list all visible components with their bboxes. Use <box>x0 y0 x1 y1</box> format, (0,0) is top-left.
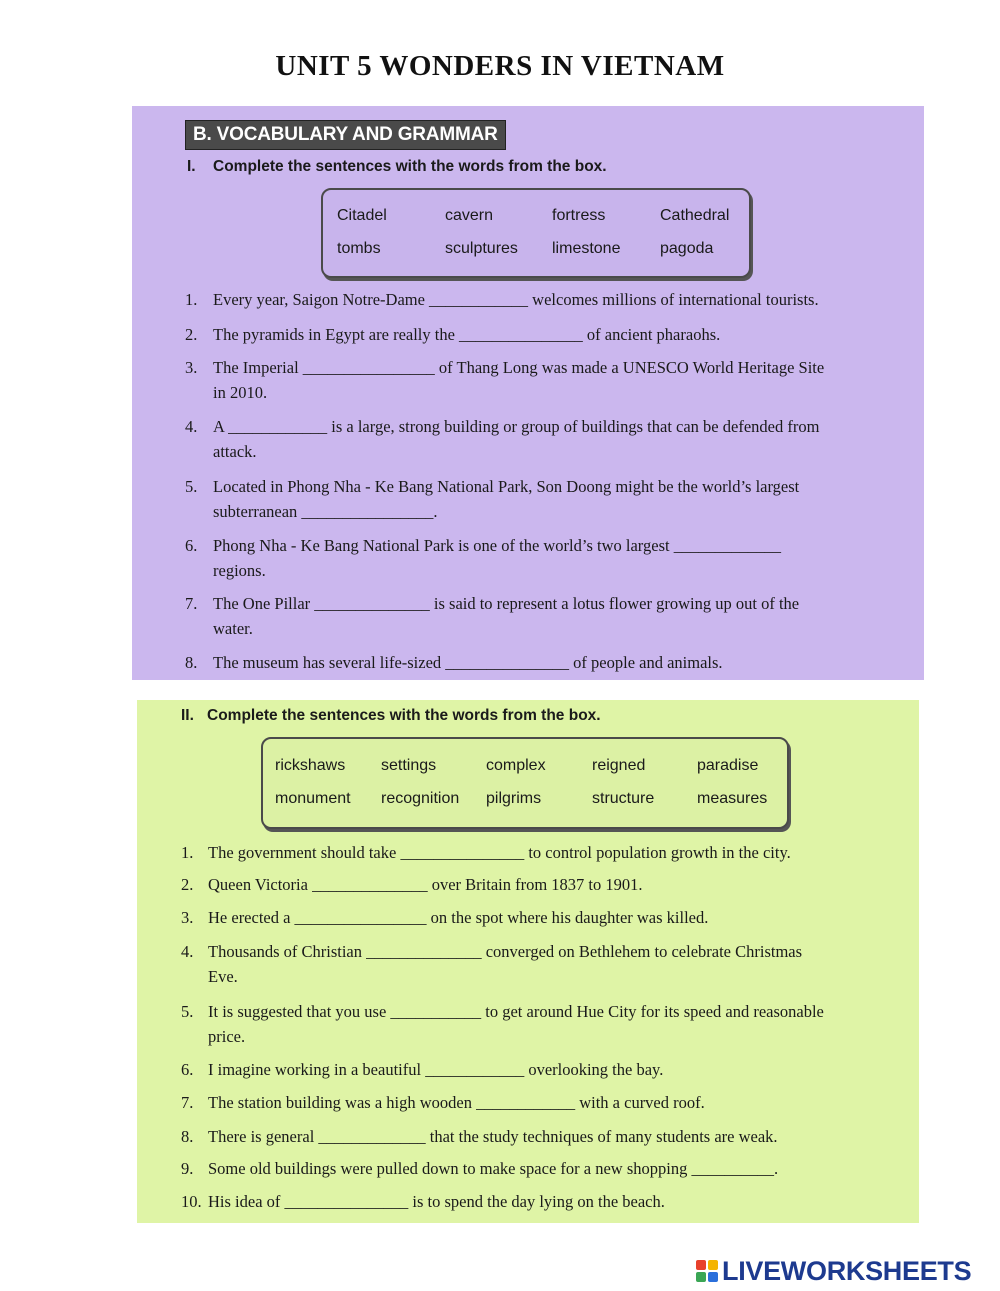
item-text: A ____________ is a large, strong building or group of buildings that can be defended from <box>213 417 820 436</box>
exercise-2-instruction-text: Complete the sentences with the words from the box. <box>207 707 601 724</box>
item-number: 7. <box>181 1093 194 1112</box>
item-number: 8. <box>181 1127 194 1146</box>
exercise-1-number: I. <box>187 158 196 175</box>
word-box-word: settings <box>381 757 437 774</box>
word-box-2 <box>261 737 789 829</box>
exercise-1-instruction-text: Complete the sentences with the words from the box. <box>213 158 607 175</box>
item-text: The station building was a high wooden ____________ with a curved roof. <box>208 1093 705 1112</box>
word-box-word: sculptures <box>445 240 518 257</box>
exercise-1-panel <box>132 106 924 680</box>
word-box-1 <box>321 188 751 278</box>
item-number: 1. <box>185 290 198 309</box>
logo-square <box>708 1272 718 1282</box>
section-label: B. VOCABULARY AND GRAMMAR <box>185 120 506 150</box>
page-title: UNIT 5 WONDERS IN VIETNAM <box>275 50 725 82</box>
item-number: 6. <box>181 1060 194 1079</box>
item-text: The Imperial ________________ of Thang Long was made a UNESCO World Heritage Site <box>213 358 825 377</box>
item-text: The museum has several life-sized _______________ of people and animals. <box>213 653 723 672</box>
word-box-word: Citadel <box>337 207 387 224</box>
word-box-word: pilgrims <box>486 790 542 807</box>
item-text: regions. <box>213 561 266 580</box>
item-text: in 2010. <box>213 383 268 402</box>
word-box-word: cavern <box>445 207 494 224</box>
item-text: Phong Nha - Ke Bang National Park is one of the world’s two largest _____________ <box>213 536 781 555</box>
item-number: 1. <box>181 843 194 862</box>
item-number: 6. <box>185 536 198 555</box>
item-number: 9. <box>181 1159 194 1178</box>
item-text: It is suggested that you use ___________ to get around Hue City for its speed and reasonable <box>208 1002 824 1021</box>
logo-squares-icon <box>696 1260 718 1282</box>
logo-square <box>696 1272 706 1282</box>
word-box-word: measures <box>697 790 768 807</box>
item-text: The pyramids in Egypt are really the _______________ of ancient pharaohs. <box>213 325 721 344</box>
item-number: 8. <box>185 653 198 672</box>
item-number: 2. <box>185 325 198 344</box>
item-number: 5. <box>185 477 198 496</box>
item-text: water. <box>213 619 253 638</box>
item-number: 3. <box>181 908 194 927</box>
item-text: price. <box>208 1027 246 1046</box>
logo-square <box>696 1260 706 1270</box>
exercise-2-instruction <box>181 707 601 725</box>
word-box-word: complex <box>486 757 546 774</box>
word-box-word: rickshaws <box>275 757 346 774</box>
item-text: There is general _____________ that the study techniques of many students are weak. <box>208 1127 778 1146</box>
logo-brand: LIVEWORKSHEETS <box>722 1256 972 1286</box>
item-number: 4. <box>185 417 198 436</box>
exercise-2-panel <box>137 700 919 1223</box>
word-box-word: tombs <box>337 240 381 257</box>
liveworksheets-logo[interactable] <box>696 1256 996 1286</box>
item-text: Queen Victoria ______________ over Britain from 1837 to 1901. <box>208 875 643 894</box>
item-text: The government should take _______________ to control population growth in the city. <box>208 843 791 862</box>
item-text: Eve. <box>208 967 238 986</box>
logo-square <box>708 1260 718 1270</box>
word-box-word: recognition <box>381 790 460 807</box>
item-text: Located in Phong Nha - Ke Bang National Park, Son Doong might be the world’s largest <box>213 477 800 496</box>
word-box-word: limestone <box>552 240 621 257</box>
item-number: 4. <box>181 942 194 961</box>
item-number: 7. <box>185 594 198 613</box>
exercise-1-instruction <box>187 158 607 176</box>
item-text: Every year, Saigon Notre-Dame ____________ welcomes millions of international tourists. <box>213 290 819 309</box>
item-text: attack. <box>213 442 257 461</box>
word-box-word: paradise <box>697 757 759 774</box>
item-text: His idea of _______________ is to spend the day lying on the beach. <box>208 1192 665 1211</box>
word-box-word: Cathedral <box>660 207 730 224</box>
word-box-word: fortress <box>552 207 606 224</box>
item-number: 10. <box>181 1192 202 1211</box>
item-number: 3. <box>185 358 198 377</box>
item-text: subterranean ________________. <box>213 502 438 521</box>
item-text: Thousands of Christian ______________ converged on Bethlehem to celebrate Christmas <box>208 942 803 961</box>
item-text: I imagine working in a beautiful ____________ overlooking the bay. <box>208 1060 664 1079</box>
item-number: 2. <box>181 875 194 894</box>
exercise-2-number: II. <box>181 707 194 724</box>
word-box-word: pagoda <box>660 240 714 257</box>
item-number: 5. <box>181 1002 194 1021</box>
item-text: Some old buildings were pulled down to make space for a new shopping __________. <box>208 1159 779 1178</box>
word-box-word: reigned <box>592 757 646 774</box>
item-text: He erected a ________________ on the spot where his daughter was killed. <box>208 908 709 927</box>
word-box-word: monument <box>275 790 351 807</box>
item-text: The One Pillar ______________ is said to represent a lotus flower growing up out of the <box>213 594 800 613</box>
word-box-word: structure <box>592 790 655 807</box>
